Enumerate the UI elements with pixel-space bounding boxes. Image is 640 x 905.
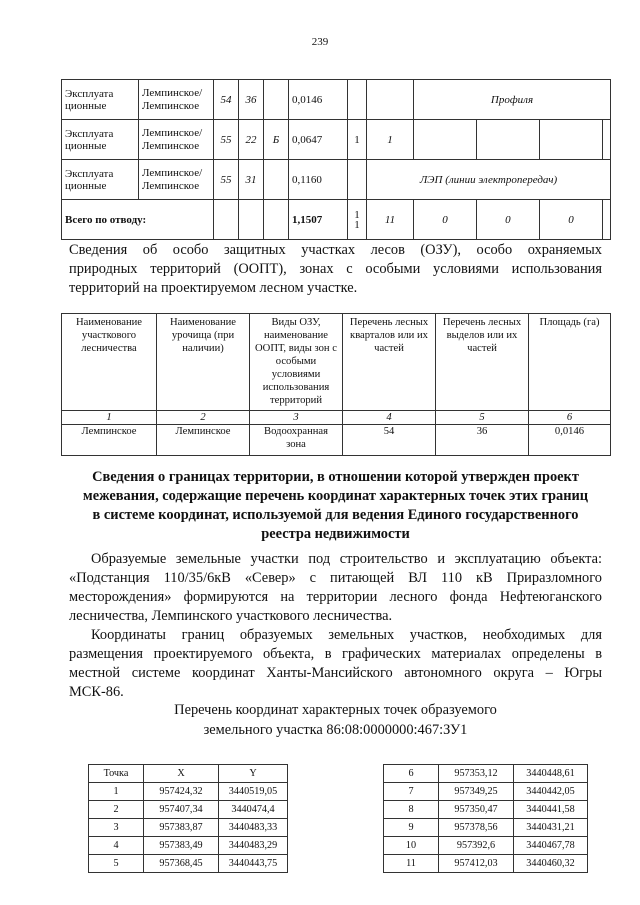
ozu-table xyxy=(61,313,611,456)
coords-table-right xyxy=(383,764,588,873)
paragraph-coordinates: Координаты границ образуемых земельных участков, необходимых для размещения проектируемого объекта, в графических материалах определены в местной системе координат Ханты-Мансийского автономного округа – Югры МСК-86. xyxy=(69,627,602,700)
paragraph-land-plots: Образуемые земельные участки под строительство и эксплуатацию объекта: «Подстанция 110/35/6кВ «Север» с питающей ВЛ 110 кВ Приразломного месторождения» формируются на территории лесного фонда Нефтеюганского лесничества, Лемпинского участкового лесничества. xyxy=(69,551,602,624)
table-row: 4 957383,49 3440483,29 xyxy=(89,837,288,855)
page-number: 239 xyxy=(311,36,329,48)
table-row: 1 957424,32 3440519,05 xyxy=(89,783,288,801)
forest-allotment-table xyxy=(61,79,611,240)
table-row: 2 957407,34 3440474,4 xyxy=(89,801,288,819)
table-row: Эксплуата ционные Лемпинское/ Лемпинское 55 22 Б 0,0647 1 1 xyxy=(62,120,611,160)
note-cell: Профиля xyxy=(414,80,611,120)
table-row: 7 957349,25 3440442,05 xyxy=(384,783,588,801)
table-row: 10 957392,6 3440467,78 xyxy=(384,837,588,855)
table-row: 5 957368,45 3440443,75 xyxy=(89,855,288,873)
boundaries-heading: Сведения о границах территории, в отношении которой утвержден проект межевания, содержащие перечень координат характерных точек этих границ в системе координат, используемой для ведения Единого государственного реестра недвижимости xyxy=(82,469,589,542)
coords-table-left xyxy=(88,764,288,873)
table-row: Лемпинское Лемпинское Водоохранная зона 54 36 0,0146 xyxy=(62,425,611,456)
table-row: 3 957383,87 3440483,33 xyxy=(89,819,288,837)
coords-header-row: Точка X Y xyxy=(89,765,288,783)
table-row: 8 957350,47 3440441,58 xyxy=(384,801,588,819)
table-row: 11 957412,03 3440460,32 xyxy=(384,855,588,873)
column-number-row: 1 2 3 4 5 6 xyxy=(62,411,611,425)
ozu-header-row: Наименование участкового лесничества Наименование урочища (при наличии) Виды ОЗУ, наименование ООПТ, виды зон с особыми условиями использования территорий Перечень лесных кварталов или их частей Перечень лесных выделов или их частей Площадь (га) xyxy=(62,314,611,411)
coords-list-title: Перечень координат характерных точек образуемого земельного участка 86:08:0000000:467:ЗУ1 xyxy=(174,702,497,738)
note-cell: ЛЭП (линии электропередач) xyxy=(367,160,611,200)
total-row: Всего по отводу: 1,1507 1 1 11 0 0 0 xyxy=(62,200,611,240)
table-row: Эксплуата ционные Лемпинское/ Лемпинское 54 36 0,0146 Профиля xyxy=(62,80,611,120)
table-row: 9 957378,56 3440431,21 xyxy=(384,819,588,837)
ozu-intro: Сведения об особо защитных участках лесов (ОЗУ), особо охраняемых природных территорий (ООПТ), зонах с особыми условиями использования территорий на проектируемом лесном участке. xyxy=(69,242,602,296)
table-row: 6 957353,12 3440448,61 xyxy=(384,765,588,783)
table-row: Эксплуата ционные Лемпинское/ Лемпинское 55 31 0,1160 ЛЭП (линии электропередач) xyxy=(62,160,611,200)
